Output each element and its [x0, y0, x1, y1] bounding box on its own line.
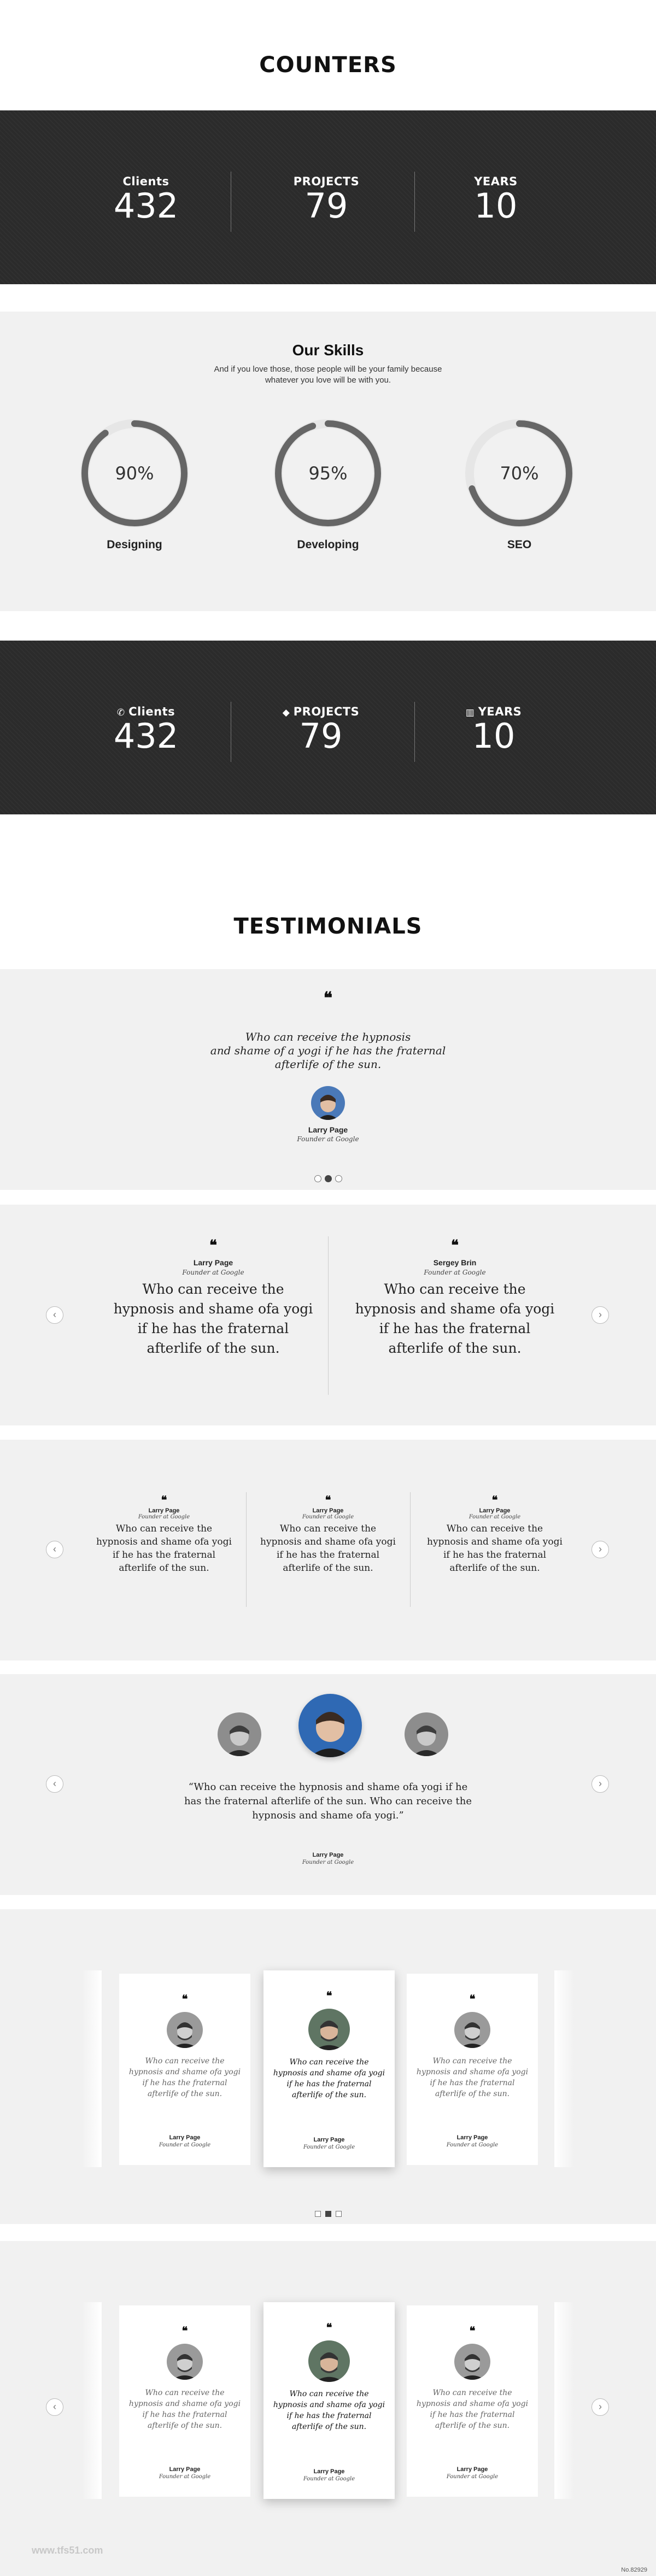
avatar	[454, 2012, 490, 2048]
quote-line: hypnosis and shame ofa yogi	[427, 1536, 563, 1547]
author-name: Larry Page	[193, 1258, 233, 1267]
author-name: Larry Page	[456, 2466, 488, 2473]
author-role: Founder at Google	[182, 1269, 244, 1276]
quote-line: afterlife of the sun.	[388, 1340, 522, 1356]
quote-line: Who can receive the hypnosis	[245, 1030, 411, 1043]
next-arrow[interactable]: ›	[591, 1775, 609, 1793]
card-peek-left	[82, 1970, 102, 2167]
quote-icon: ❝	[326, 2321, 332, 2334]
card-peek-right	[554, 1970, 574, 2167]
testimonial-slider-4	[0, 1674, 656, 1895]
slider-dots	[0, 1175, 656, 1185]
author-name: Larry Page	[456, 2134, 488, 2141]
counter-value: 432	[113, 186, 179, 226]
counter-value: 432	[113, 716, 179, 756]
quote-line: if he has the fraternal	[112, 1550, 216, 1560]
avatar	[308, 2009, 350, 2050]
avatar-active[interactable]	[298, 1694, 362, 1757]
counter-label: Clients	[128, 705, 175, 718]
quote-icon: ❝	[325, 1493, 331, 1506]
counter-label: Clients	[122, 175, 169, 188]
quote-line: afterlife of the sun.	[449, 1563, 540, 1574]
quote-text	[263, 2057, 395, 2100]
counter-clients	[75, 175, 217, 226]
quote-line: if he has the fraternal	[276, 1550, 380, 1560]
skill-label: SEO	[507, 538, 532, 551]
counters-band	[0, 110, 656, 284]
quote-text	[407, 2387, 538, 2431]
testimonial-slider-2	[0, 1205, 656, 1425]
quote-line: and shame of a yogi if he has the fraternal	[210, 1044, 446, 1057]
quote-text	[119, 2387, 250, 2431]
skill-label: Developing	[297, 538, 359, 551]
carousel-dots	[0, 2210, 656, 2220]
quote-text	[418, 1522, 571, 1575]
avatar	[167, 2344, 203, 2380]
author-role: Founder at Google	[138, 1514, 190, 1520]
quote-line: afterlife of the sun.	[147, 2421, 222, 2430]
carousel-dot[interactable]	[315, 2211, 321, 2217]
quote-line: hypnosis and shame ofa yogi	[260, 1536, 396, 1547]
divider	[246, 1492, 247, 1607]
next-arrow[interactable]: ›	[591, 1306, 609, 1324]
author-name: Larry Page	[148, 1507, 180, 1514]
avatar	[308, 2340, 350, 2382]
slider-dot[interactable]	[314, 1175, 321, 1182]
quote-icon: ❝	[209, 1237, 217, 1254]
counters-heading: COUNTERS	[259, 52, 397, 78]
quote-line: Who can receive the	[384, 1281, 526, 1297]
skill-percent: 90%	[115, 463, 154, 484]
counters-band-icons	[0, 641, 656, 814]
quote-line: if he has the fraternal	[286, 2411, 372, 2420]
quote-line: hypnosis and shame ofa yogi	[128, 2399, 241, 2408]
counter-value: 79	[299, 716, 343, 756]
skill-label: Designing	[107, 538, 162, 551]
testimonial-card[interactable]	[407, 2305, 538, 2497]
counter-projects	[250, 705, 392, 756]
quote-icon: ❝	[326, 1989, 332, 2002]
quote-line: if he has the fraternal	[137, 1321, 289, 1336]
quote-line: afterlife of the sun.	[435, 2421, 510, 2430]
author-role: Founder at Google	[424, 1269, 486, 1276]
quote-icon: ❝	[491, 1493, 498, 1506]
quote-line: if he has the fraternal	[286, 2080, 372, 2088]
next-arrow[interactable]: ›	[591, 1541, 609, 1558]
quote-line: has the fraternal afterlife of the sun. Who can receive the	[184, 1795, 472, 1807]
quote-line: hypnosis and shame ofa yogi	[273, 2401, 385, 2409]
quote-line: hypnosis and shame ofa yogi	[416, 2068, 529, 2076]
author-role: Founder at Google	[446, 2142, 499, 2148]
author-role: Founder at Google	[302, 1514, 354, 1520]
quote-line: afterlife of the sun.	[147, 2090, 222, 2098]
diamond-icon: ◆	[282, 707, 294, 718]
counter-years	[425, 175, 567, 226]
author-name: Larry Page	[313, 2137, 345, 2143]
quote-line: afterlife of the sun.	[435, 2090, 510, 2098]
quote-line: Who can receive the	[115, 1523, 213, 1534]
author-role: Founder at Google	[303, 2476, 355, 2482]
quote-text	[263, 2389, 395, 2432]
testimonial-card-active[interactable]	[263, 2302, 395, 2499]
quote-line: hypnosis and shame ofa yogi	[113, 1301, 313, 1317]
quote-icon: ❝	[181, 1992, 188, 2005]
quote-line: if he has the fraternal	[430, 2079, 515, 2087]
divider	[410, 1492, 411, 1607]
author-role: Founder at Google	[446, 2474, 499, 2480]
slider-dot[interactable]	[335, 1175, 342, 1182]
quote-icon: ❝	[469, 1992, 476, 2005]
avatar	[311, 1086, 345, 1120]
author-name: Larry Page	[308, 1125, 348, 1134]
prev-arrow[interactable]: ‹	[46, 1306, 63, 1324]
author-name: Larry Page	[312, 1852, 344, 1858]
quote-line: if he has the fraternal	[142, 2410, 227, 2419]
counter-label: YEARS	[474, 175, 518, 188]
counter-years	[423, 705, 565, 756]
skills-subtitle-2: whatever you love will be with you.	[265, 375, 391, 385]
author-role: Founder at Google	[297, 1135, 359, 1143]
counter-value: 79	[304, 186, 348, 226]
quote-line: afterlife of the sun.	[291, 2091, 367, 2099]
counter-clients	[75, 705, 217, 756]
quote-line: Who can receive the	[289, 2058, 369, 2067]
skill-ring-designing	[80, 419, 189, 528]
prev-arrow[interactable]: ‹	[46, 1775, 63, 1793]
quote-line: hypnosis and shame ofa yogi.”	[252, 1810, 404, 1821]
author-name: Larry Page	[313, 2468, 345, 2475]
quote-line: Who can receive the	[279, 1523, 377, 1534]
counter-projects	[255, 175, 397, 226]
phone-icon: ✆	[116, 707, 129, 718]
carousel-dot[interactable]	[336, 2211, 342, 2217]
skill-ring-developing	[273, 419, 383, 528]
chart-icon: ▥	[465, 707, 478, 718]
skills-title: Our Skills	[292, 342, 364, 359]
quote-icon: ❝	[323, 989, 333, 1008]
quote-text	[335, 1280, 575, 1358]
quote-line: Who can receive the	[142, 1281, 284, 1297]
quote-line: hypnosis and shame ofa yogi	[416, 2399, 529, 2408]
quote-line: afterlife of the sun.	[119, 1563, 209, 1574]
quote-line: if he has the fraternal	[443, 1550, 547, 1560]
quote-line: if he has the fraternal	[430, 2410, 515, 2419]
quote-line: hypnosis and shame ofa yogi	[273, 2069, 385, 2078]
avatar	[454, 2344, 490, 2380]
divider	[414, 172, 415, 232]
slider-dot-active[interactable]	[325, 1175, 332, 1182]
card-peek-left	[82, 2302, 102, 2499]
quote-line: Who can receive the	[145, 2389, 225, 2397]
avatar-side[interactable]	[405, 1712, 448, 1756]
avatar-side[interactable]	[218, 1712, 261, 1756]
testimonial-card[interactable]	[119, 1974, 250, 2165]
counter-value: 10	[474, 186, 518, 226]
author-role: Founder at Google	[159, 2474, 211, 2480]
counter-value: 10	[472, 716, 516, 756]
quote-text	[407, 2056, 538, 2099]
avatar	[167, 2012, 203, 2048]
quote-text	[119, 2056, 250, 2099]
testimonial-item	[251, 1493, 405, 1575]
testimonial-item	[93, 1237, 333, 1358]
quote-line: hypnosis and shame ofa yogi	[96, 1536, 232, 1547]
author-name: Larry Page	[479, 1507, 511, 1514]
divider	[414, 702, 415, 762]
carousel-dot-active[interactable]	[325, 2211, 331, 2217]
counter-label: PROJECTS	[293, 705, 360, 718]
prev-arrow[interactable]: ‹	[46, 1541, 63, 1558]
testimonial-card[interactable]	[407, 1974, 538, 2165]
skill-percent: 70%	[500, 463, 539, 484]
testimonial-slider-1	[0, 969, 656, 1190]
quote-line: Who can receive the	[145, 2057, 225, 2066]
skills-subtitle-1: And if you love those, those people will be your family because	[214, 365, 442, 374]
counter-label: PROJECTS	[293, 175, 360, 188]
author-role: Founder at Google	[303, 2144, 355, 2150]
quote-line: hypnosis and shame ofa yogi	[355, 1301, 555, 1317]
skill-ring-seo	[465, 419, 574, 528]
quote-icon: ❝	[181, 2324, 188, 2337]
author-role: Founder at Google	[468, 1514, 521, 1520]
image-id: No.82929	[621, 2567, 647, 2573]
quote-line: “Who can receive the hypnosis and shame ofa yogi if he	[188, 1781, 468, 1793]
quote-line: afterlife of the sun.	[283, 1563, 373, 1574]
quote-line: Who can receive the	[432, 2057, 512, 2066]
quote-icon: ❝	[469, 2324, 476, 2337]
quote-line: Who can receive the	[432, 2389, 512, 2397]
quote-icon: ❝	[161, 1493, 167, 1506]
quote-text	[93, 1280, 333, 1358]
quote-line: afterlife of the sun.	[274, 1058, 382, 1071]
testimonials-heading: TESTIMONIALS	[233, 914, 423, 939]
quote-line: Who can receive the	[446, 1523, 543, 1534]
quote-line: if he has the fraternal	[379, 1321, 531, 1336]
quote-line: hypnosis and shame ofa yogi	[128, 2068, 241, 2076]
skills-section	[0, 312, 656, 611]
quote-line: afterlife of the sun.	[291, 2422, 367, 2431]
author-name: Larry Page	[169, 2466, 201, 2473]
quote-text	[87, 1522, 241, 1575]
next-arrow[interactable]: ›	[591, 2398, 609, 2416]
watermark: www.tfs51.com	[32, 2545, 103, 2556]
author-role: Founder at Google	[302, 1859, 354, 1865]
card-peek-right	[554, 2302, 574, 2499]
counter-label: YEARS	[478, 705, 522, 718]
author-name: Larry Page	[312, 1507, 344, 1514]
quote-icon: ❝	[451, 1237, 459, 1254]
prev-arrow[interactable]: ‹	[46, 2398, 63, 2416]
testimonial-item	[418, 1493, 571, 1575]
testimonial-card-active[interactable]	[263, 1970, 395, 2167]
quote-line: if he has the fraternal	[142, 2079, 227, 2087]
quote-text	[251, 1522, 405, 1575]
author-name: Sergey Brin	[433, 1258, 477, 1267]
author-role: Founder at Google	[159, 2142, 211, 2148]
author-name: Larry Page	[169, 2134, 201, 2141]
testimonial-item	[87, 1493, 241, 1575]
quote-line: afterlife of the sun.	[147, 1340, 280, 1356]
skill-percent: 95%	[308, 463, 348, 484]
testimonial-card[interactable]	[119, 2305, 250, 2497]
quote-line: Who can receive the	[289, 2390, 369, 2398]
testimonial-item	[335, 1237, 575, 1358]
